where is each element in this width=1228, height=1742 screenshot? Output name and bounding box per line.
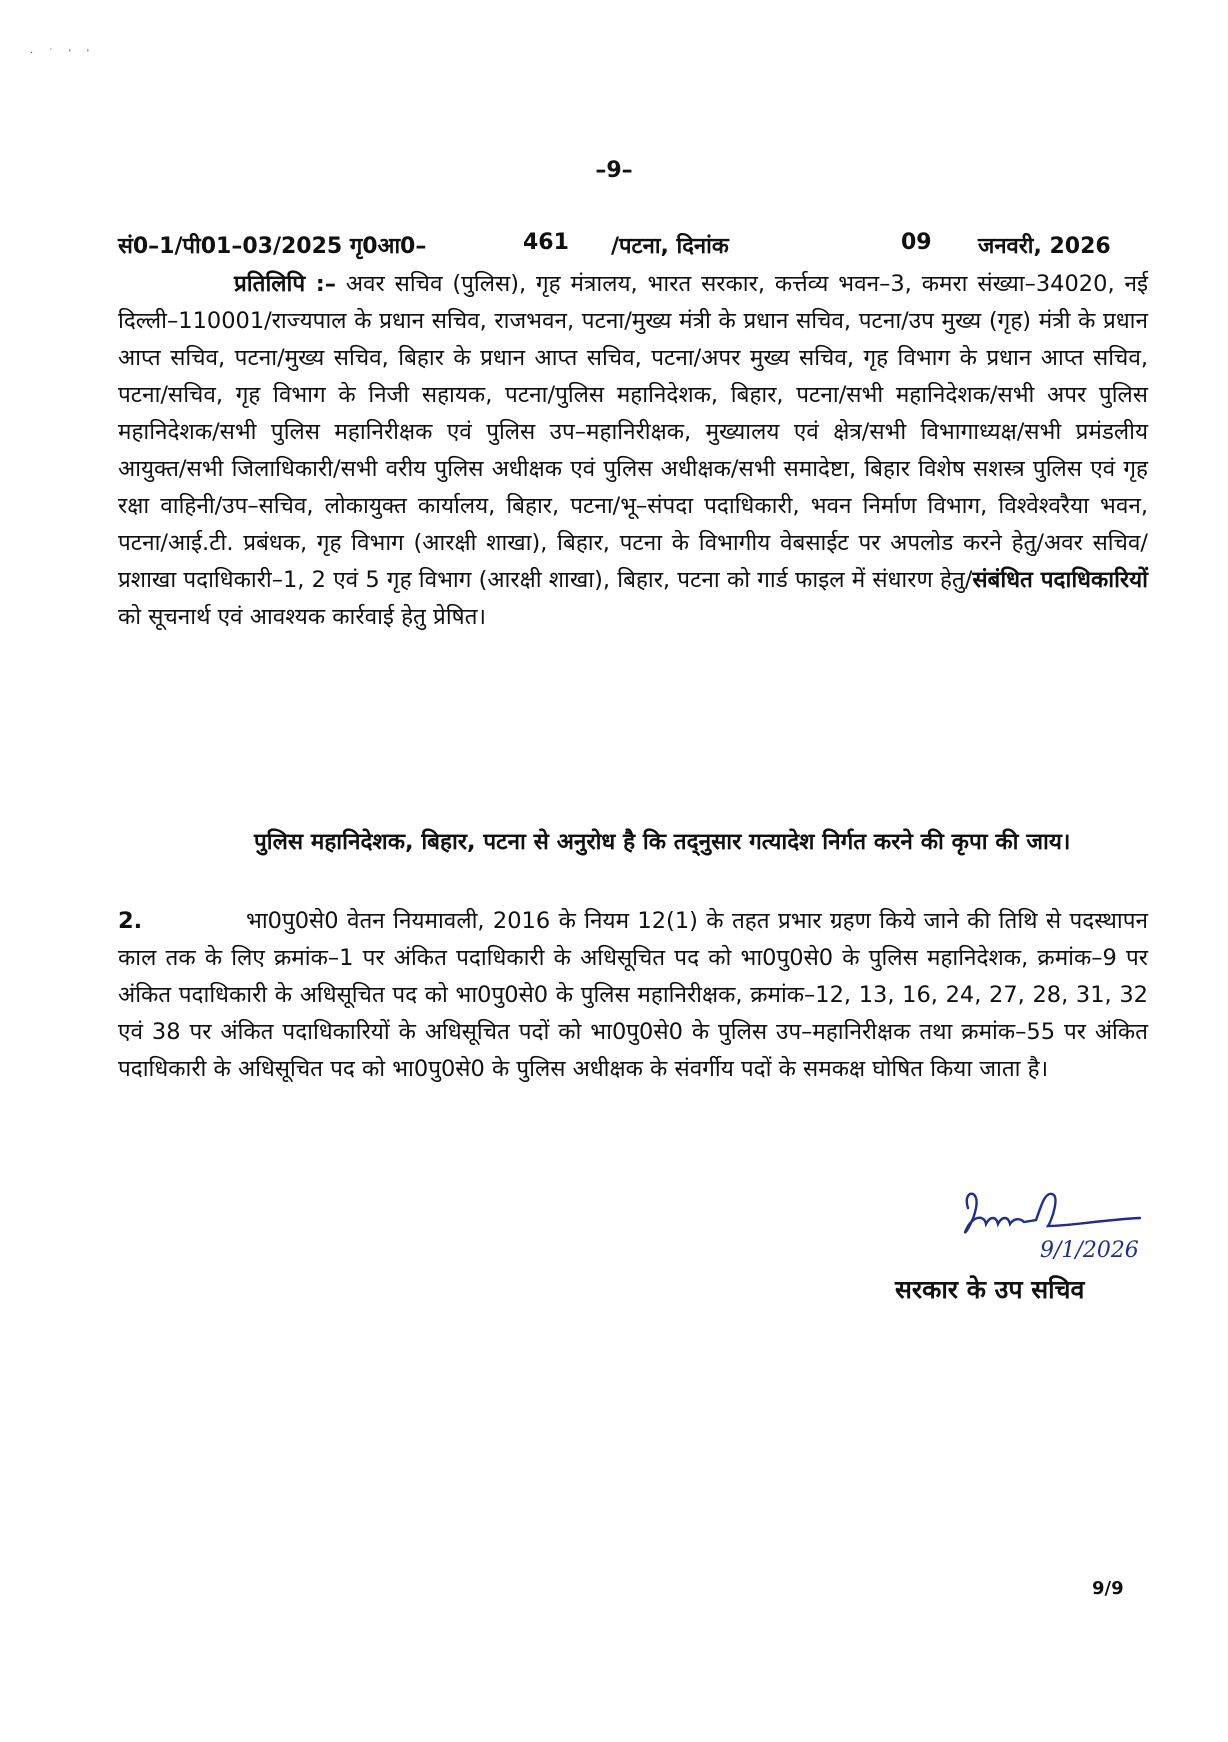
scan-specks: · ˙ ' ' bbox=[30, 48, 96, 59]
copy-to-text-end: को सूचनार्थ एवं आवश्यक कार्रवाई हेतु प्रेषित। bbox=[118, 604, 487, 630]
reference-month-year: जनवरी, 2026 bbox=[978, 234, 1111, 259]
signature-date: 9/1/2026 bbox=[1040, 1238, 1139, 1263]
request-paragraph bbox=[118, 824, 1148, 861]
paragraph-2 bbox=[118, 903, 1148, 1088]
paragraph-2-number: 2. bbox=[118, 908, 143, 934]
signatory-designation: सरकार के उप सचिव bbox=[895, 1275, 1085, 1304]
reference-day: 09 bbox=[901, 230, 932, 255]
reference-place-date: /पटना, दिनांक bbox=[611, 234, 729, 259]
reference-serial: 461 bbox=[523, 230, 569, 255]
paragraph-2-text: भा0पु0से0 वेतन नियमावली, 2016 के नियम 12(1) के तहत प्रभार ग्रहण किये जाने की तिथि से पदस्थापन काल तक के लिए क्रमांक–1 पर अंकित पदाधिकारी के अधिसूचित पद को भा0पु0से0 के पुलिस महानिदेशक, क्रमांक–9 पर अंकित पदाधिकारी के अधिसूचित पद को भा0पु0से0 के पुलिस महानिरीक्षक, क्रमांक–12, 13, 16, 24, 27, 28, 31, 32 एवं 38 पर अंकित पदाधिकारियों के अधिसूचित पदों को भा0पु0से0 के पुलिस उप–महानिरीक्षक तथा क्रमांक–55 पर अंकित पदाधिकारी के अधिसूचित पद को भा0पु0से0 के पुलिस अधीक्षक के संवर्गीय पदों के समकक्ष घोषित किया जाता है। bbox=[118, 908, 1148, 1082]
reference-number: सं0–1/पी01–03/2025 गृ0आ0– bbox=[118, 234, 427, 259]
copy-to-label: प्रतिलिपि :– bbox=[234, 271, 336, 297]
copy-to-text: अवर सचिव (पुलिस), गृह मंत्रालय, भारत सरकार, कर्त्तव्य भवन–3, कमरा संख्या–34020, नई दिल्ली–110001/राज्यपाल के प्रधान सचिव, राजभवन, पटना/मुख्य मंत्री के प्रधान सचिव, पटना/उप मुख्य (गृह) मंत्री के प्रधान आप्त सचिव, पटना/मुख्य सचिव, बिहार के प्रधान आप्त सचिव, पटना/अपर मुख्य सचिव, गृह विभाग के प्रधान आप्त सचिव, पटना/सचिव, गृह विभाग के निजी सहायक, पटना/पुलिस महानिदेशक, बिहार, पटना/सभी महानिदेशक/सभी अपर पुलिस महानिदेशक/सभी पुलिस महानिरीक्षक एवं पुलिस उप–महानिरीक्षक, मुख्यालय एवं क्षेत्र/सभी विभागाध्यक्ष/सभी प्रमंडलीय आयुक्त/सभी जिलाधिकारी/सभी वरीय पुलिस अधीक्षक एवं पुलिस अधीक्षक/सभी समादेष्टा, बिहार विशेष सशस्त्र पुलिस एवं गृह रक्षा वाहिनी/उप–सचिव, लोकायुक्त कार्यालय, बिहार, पटना/भू–संपदा पदाधिकारी, भवन निर्माण विभाग, विश्वेश्वरैया भवन, पटना/आई.टी. प्रबंधक, गृह विभाग (आरक्षी शाखा), बिहार, पटना के विभागीय वेबसाईट पर अपलोड करने हेतु/अवर सचिव/प्रशाखा पदाधिकारी–1, 2 एवं 5 गृह विभाग (आरक्षी शाखा), बिहार, पटना को गार्ड फाइल में संधारण हेतु/ bbox=[118, 271, 1149, 593]
footer-page-number: 9/9 bbox=[1092, 1578, 1124, 1599]
copy-to-paragraph bbox=[118, 266, 1148, 636]
page-number: –9– bbox=[595, 158, 633, 183]
reference-line bbox=[118, 230, 1148, 260]
copy-to-bold: संबंधित पदाधिकारियों bbox=[972, 567, 1148, 593]
request-text: पुलिस महानिदेशक, बिहार, पटना से अनुरोध है कि तद्नुसार गत्यादेश निर्गत करने की कृपा की जाय। bbox=[254, 829, 1071, 855]
